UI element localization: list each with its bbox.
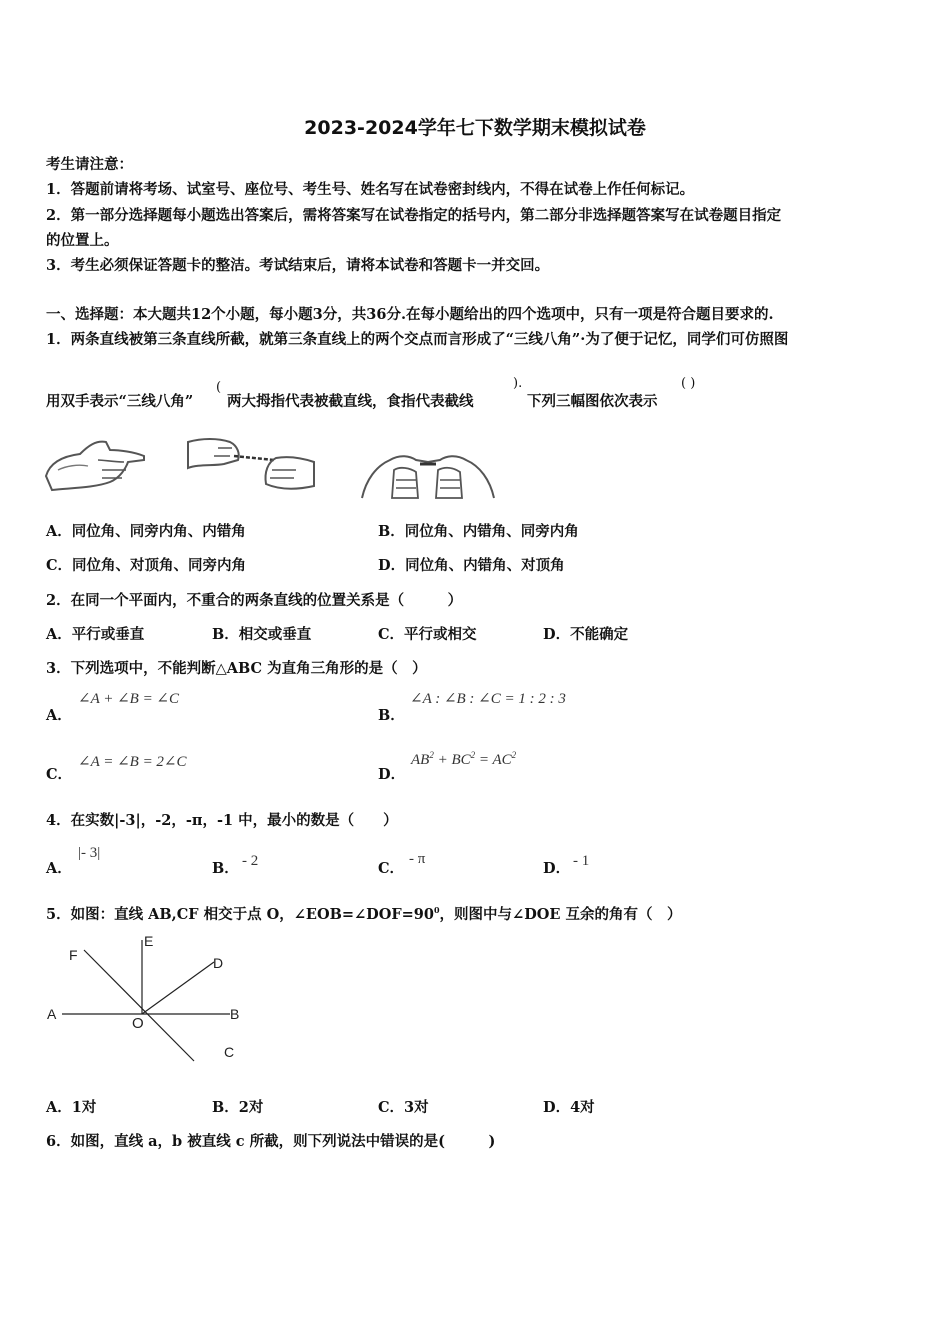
q2-option-d: D．不能确定 bbox=[543, 626, 629, 643]
q3-option-a-formula: ∠A + ∠B = ∠C bbox=[78, 691, 180, 707]
notice-item-1: 1．答题前请将考场、试室号、座位号、考生号、姓名写在试卷密封线内，不得在试卷上作任何标记。 bbox=[46, 181, 695, 198]
q3-option-c-formula: ∠A = ∠B = 2∠C bbox=[78, 754, 187, 770]
q3-d-bc: + BC bbox=[433, 752, 471, 768]
q5-option-d: D．4对 bbox=[543, 1099, 595, 1116]
q6-stem: 6．如图，直线 a，b 被直线 c 所截，则下列说法中错误的是( ) bbox=[46, 1133, 496, 1150]
q4-option-c-value: - π bbox=[409, 851, 426, 867]
q3-d-ab: AB bbox=[411, 752, 430, 768]
q5-stem bbox=[46, 903, 682, 924]
q5-stem-b: ，则图中与∠DOE 互余的角有（ ） bbox=[439, 906, 682, 923]
line-cf bbox=[84, 950, 194, 1061]
q1-stem-line1: 1．两条直线被第三条直线所截，就第三条直线上的两个交点而言形成了“三线八角”·为了便于记忆，同学们可仿照图 bbox=[46, 331, 789, 348]
q4-option-c-label: C． bbox=[378, 860, 405, 877]
q1-paren-close: ). bbox=[513, 376, 523, 391]
label-f: F bbox=[69, 947, 78, 963]
q4-option-b-value: - 2 bbox=[242, 853, 259, 869]
q1-stem-line2c: 下列三幅图依次表示 bbox=[527, 393, 658, 410]
hands-figure-1 bbox=[44, 432, 148, 496]
q5-option-b: B．2对 bbox=[212, 1099, 264, 1116]
hands-figure-3 bbox=[360, 440, 496, 502]
q1-option-d: D．同位角、内错角、对顶角 bbox=[378, 557, 565, 574]
q3-option-a-label: A． bbox=[46, 707, 72, 724]
q3-d-ac: = AC bbox=[475, 752, 512, 768]
q5-stem-a: 5．如图：直线 AB,CF 相交于点 O，∠EOB=∠DOF=90 bbox=[46, 906, 434, 923]
q2-option-b: B．相交或垂直 bbox=[212, 626, 312, 643]
q1-stem-line2a: 用双手表示“三线八角” bbox=[46, 393, 194, 410]
ray-od bbox=[142, 962, 214, 1014]
q2-option-a: A．平行或垂直 bbox=[46, 626, 145, 643]
q3-d-sup2: 2 bbox=[470, 750, 476, 760]
label-d: D bbox=[213, 955, 224, 971]
label-a: A bbox=[47, 1006, 57, 1022]
q1-option-a: A．同位角、同旁内角、内错角 bbox=[46, 523, 246, 540]
q4-stem: 4．在实数|-3|，-2，-π，-1 中，最小的数是（ ） bbox=[46, 812, 398, 829]
q4-option-a-value: |- 3| bbox=[78, 845, 101, 861]
q3-stem: 3．下列选项中，不能判断△ABC 为直角三角形的是（ ） bbox=[46, 660, 427, 677]
q3-option-d-formula bbox=[411, 750, 516, 769]
q4-option-a-label: A． bbox=[46, 860, 72, 877]
notice-item-3: 3．考生必须保证答题卡的整洁。考试结束后，请将本试卷和答题卡一并交回。 bbox=[46, 257, 550, 274]
q3-option-d-label: D． bbox=[378, 766, 406, 783]
label-c: C bbox=[224, 1044, 235, 1060]
q5-stem-degree: 0 bbox=[433, 905, 440, 916]
q2-option-c: C．平行或相交 bbox=[378, 626, 477, 643]
section-heading: 一、选择题：本大题共12个小题，每小题3分，共36分.在每小题给出的四个选项中，只有一项是符合题目要求的. bbox=[46, 306, 774, 323]
q4-option-d-value: - 1 bbox=[573, 853, 590, 869]
label-e: E bbox=[144, 933, 154, 949]
q4-option-b-label: B． bbox=[212, 860, 239, 877]
q3-option-b-formula: ∠A : ∠B : ∠C = 1 : 2 : 3 bbox=[410, 691, 566, 707]
q1-paren-open: ( bbox=[216, 380, 222, 395]
hands-figure-2 bbox=[184, 434, 318, 498]
q1-option-c: C．同位角、对顶角、同旁内角 bbox=[46, 557, 247, 574]
q3-d-sup1: 2 bbox=[429, 750, 434, 760]
q5-option-a: A．1对 bbox=[46, 1099, 97, 1116]
label-b: B bbox=[230, 1006, 240, 1022]
q5-option-c: C．3对 bbox=[378, 1099, 429, 1116]
q4-option-d-label: D． bbox=[543, 860, 571, 877]
notice-item-2-cont: 的位置上。 bbox=[46, 232, 119, 249]
q3-option-b-label: B． bbox=[378, 707, 405, 724]
q3-d-sup3: 2 bbox=[511, 750, 517, 760]
notice-item-2: 2．第一部分选择题每小题选出答案后，需将答案写在试卷指定的括号内，第二部分非选择题答案写在试卷题目指定 bbox=[46, 207, 782, 224]
q3-option-c-label: C． bbox=[46, 766, 73, 783]
q5-figure bbox=[44, 930, 254, 1065]
q1-answer-paren: ( ) bbox=[681, 376, 696, 391]
notice-heading: 考生请注意： bbox=[46, 156, 133, 173]
label-o: O bbox=[132, 1015, 144, 1032]
q2-stem: 2．在同一个平面内，不重合的两条直线的位置关系是（ ） bbox=[46, 592, 463, 609]
q1-option-b: B．同位角、内错角、同旁内角 bbox=[378, 523, 579, 540]
q1-stem-line2b: 两大拇指代表被截直线，食指代表截线 bbox=[227, 393, 474, 410]
page-title: 2023-2024学年七下数学期末模拟试卷 bbox=[304, 117, 646, 139]
